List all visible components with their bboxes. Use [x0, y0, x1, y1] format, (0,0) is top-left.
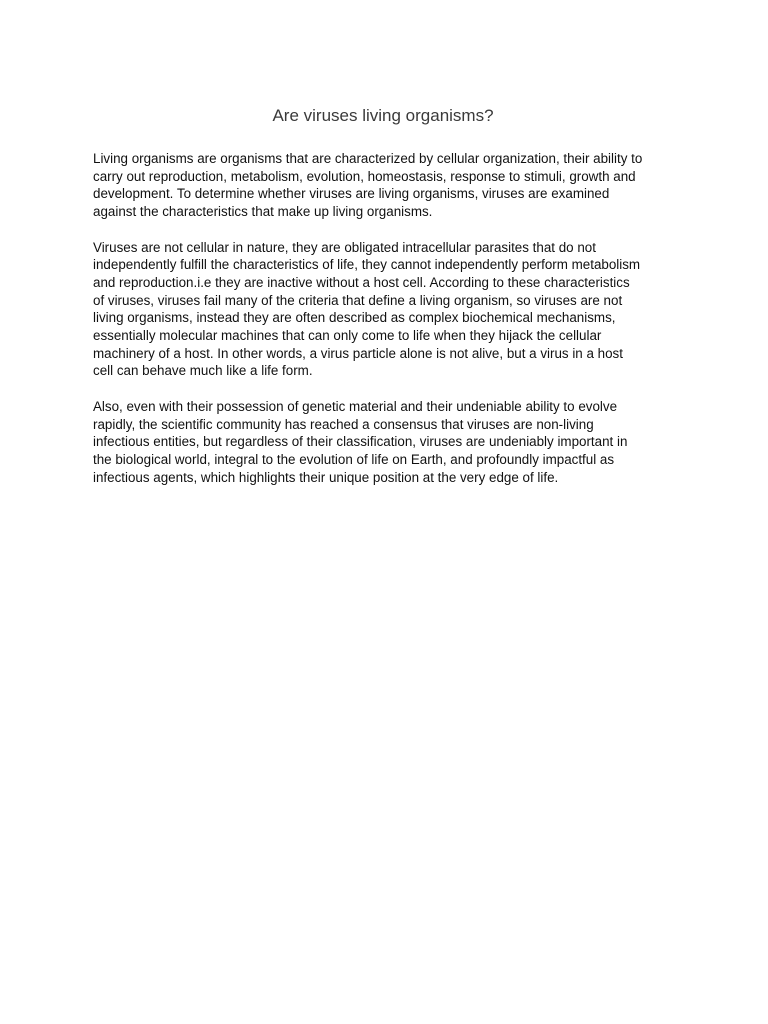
paragraph-conclusion: Also, even with their possession of genetic material and their undeniable ability to evolve rapidly, the scientific community has reached a consensus that viruses are non-living infectious entities, but regardless of their classification, viruses are undeniably important in the biological world, integral to the evolution of life on Earth, and profoundly impactful as infectious agents, which highlights their unique position at the very edge of life.	[93, 398, 628, 485]
paragraph-definition: Living organisms are organisms that are characterized by cellular organization, their ability to carry out reproduction, metabolism, evolution, homeostasis, response to stimuli, growth and development. To determine whether viruses are living organisms, viruses are examined against the characteristics that make up living organisms.	[93, 151, 643, 220]
document-title: Are viruses living organisms?	[272, 106, 494, 125]
document-body	[93, 150, 683, 504]
paragraph-not-cellular: Viruses are not cellular in nature, they are obligated intracellular parasites that do not independently fulfill the characteristics of life, they cannot independently perform metabolism and reproduction.i.e they are inactive without a host cell. According to these characteristics of viruses, viruses fail many of the criteria that define a living organism, so viruses are not living organisms, instead they are often described as complex biochemical mechanisms, essentially molecular machines that can only come to life when they hijack the cellular machinery of a host. In other words, a virus particle alone is not alive, but a virus in a host cell can behave much like a life form.	[93, 239, 641, 379]
